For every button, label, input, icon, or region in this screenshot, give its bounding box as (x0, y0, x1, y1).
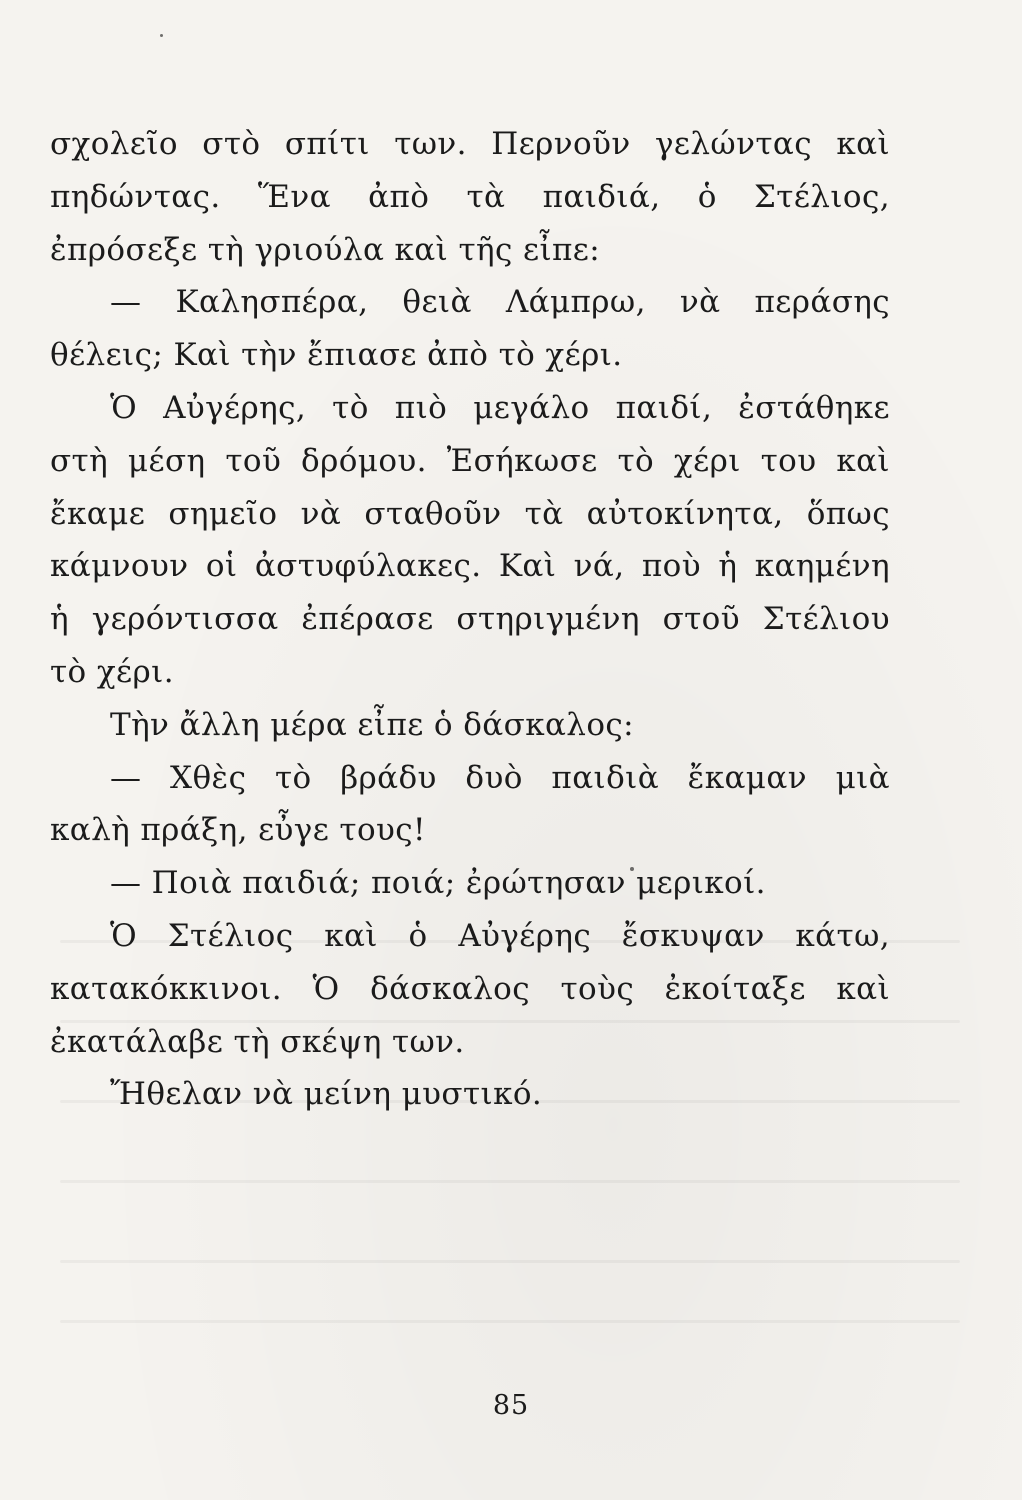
bleed-through-mark (60, 1260, 960, 1263)
ink-speck (160, 34, 163, 37)
text-line-2: πηδώντας. Ἕνα ἀπὸ τὰ παιδιά, ὁ Στέλιος, (50, 178, 890, 215)
text-line-18: ἐκατάλαβε τὴ σκέψη των. (50, 1023, 465, 1060)
bleed-through-mark (60, 1320, 960, 1323)
text-line-9: κάμνουν οἱ ἀστυφύλακες. Καὶ νά, ποὺ ἡ καημένη (50, 548, 890, 585)
text-line-5: θέλεις; Καὶ τὴν ἔπιασε ἀπὸ τὸ χέρι. (50, 337, 623, 374)
text-line-11: τὸ χέρι. (50, 653, 174, 690)
text-line-8: ἔκαμε σημεῖο νὰ σταθοῦν τὰ αὐτοκίνητα, ὅπως (50, 495, 890, 532)
text-line-1: σχολεῖο στὸ σπίτι των. Περνοῦν γελώντας καὶ (50, 126, 890, 162)
text-line-10: ἡ γερόντισσα ἐπέρασε στηριγμένη στοῦ Στέλιου (50, 601, 890, 638)
text-line-3: ἐπρόσεξε τὴ γριούλα καὶ τῆς εἶπε: (50, 231, 601, 268)
text-line-16: Ὁ Στέλιος καὶ ὁ Αὐγέρης ἔσκυψαν κάτω, (110, 917, 890, 954)
text-line-7: στὴ μέση τοῦ δρόμου. Ἐσήκωσε τὸ χέρι του καὶ (50, 442, 890, 479)
text-line-14: καλὴ πράξη, εὖγε τους! (50, 812, 426, 849)
text-line-17: κατακόκκινοι. Ὁ δάσκαλος τοὺς ἐκοίταξε καὶ (50, 970, 890, 1007)
body-text (50, 118, 890, 1121)
text-line-6: Ὁ Αὐγέρης, τὸ πιὸ μεγάλο παιδί, ἐστάθηκε (110, 389, 890, 426)
text-line-12: Τὴν ἄλλη μέρα εἶπε ὁ δάσκαλος: (110, 706, 635, 743)
text-line-13: — Χθὲς τὸ βράδυ δυὸ παιδιὰ ἔκαμαν μιὰ (110, 759, 890, 796)
text-line-15: — Ποιὰ παιδιά; ποιά; ἐρώτησαν μερικοί. (110, 865, 766, 902)
bleed-through-mark (60, 1180, 960, 1183)
text-line-19: Ἤθελαν νὰ μείνη μυστικό. (110, 1076, 543, 1113)
text-line-4: — Καλησπέρα, θειὰ Λάμπρω, νὰ περάσης (110, 284, 890, 321)
page-number: 85 (492, 1390, 530, 1421)
